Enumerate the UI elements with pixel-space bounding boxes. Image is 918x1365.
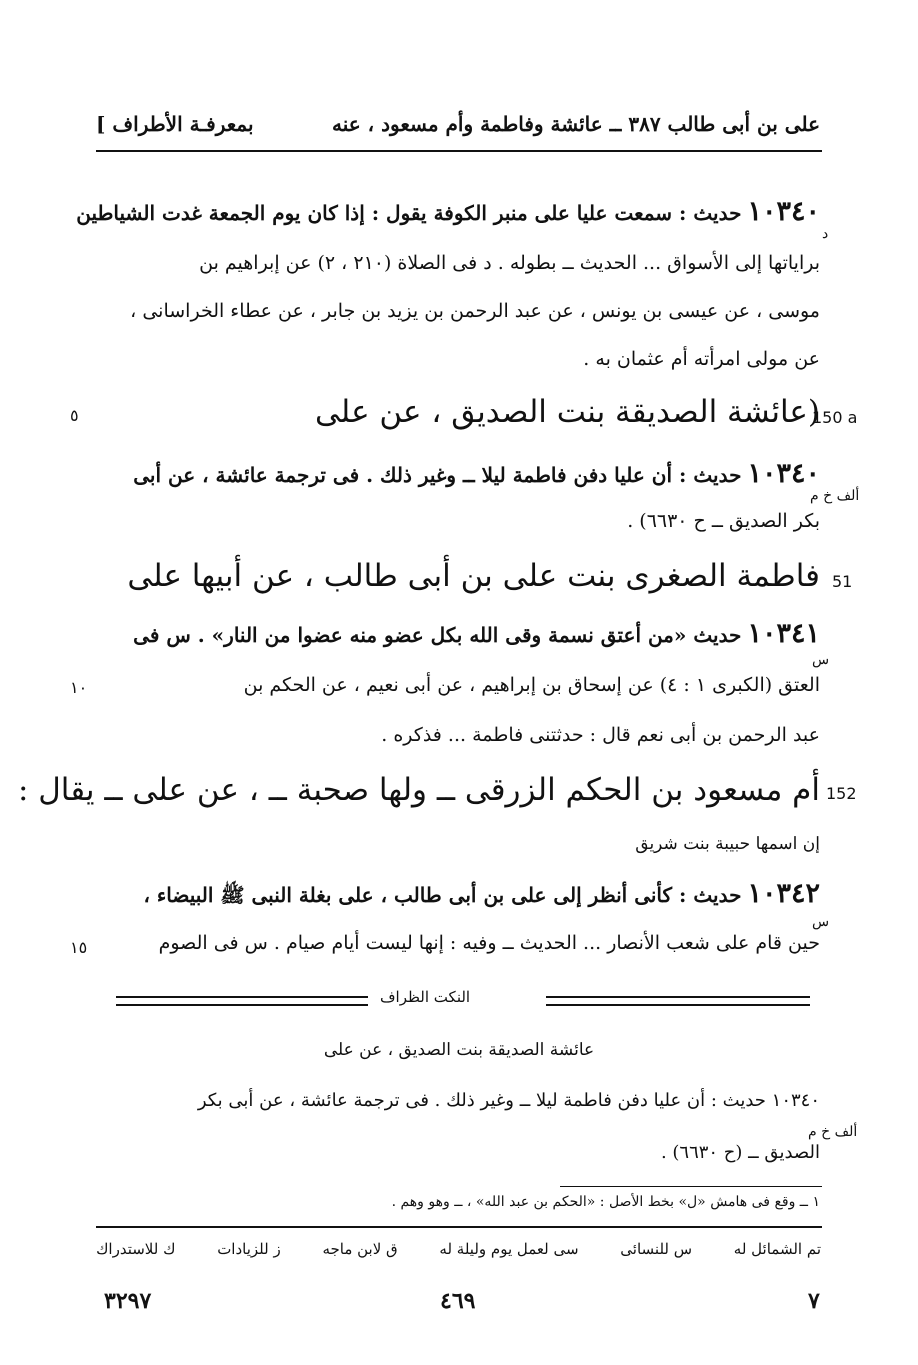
entry-10340-line-4: عن مولى امرأته أم عثمان به . <box>583 348 820 370</box>
entry-10342-line-1: ١٠٣٤٢ حديث : كأنى أنظر إلى على بن أبى طالب ، على بغلة النبى ﷺ البيضاء ، <box>143 878 820 909</box>
entry-10342-line-2: حين قام على شعب الأنصار ... الحديث ــ وفيه : إنها ليست أيام صيام . س فى الصوم <box>158 932 820 954</box>
legend-rule <box>96 1226 822 1228</box>
siglum: ألف خ م <box>808 1124 858 1140</box>
page-number-left: ٣٢٩٧ <box>104 1288 152 1314</box>
nukat-line-1: ١٠٣٤٠ حديث : أن عليا دفن فاطمة ليلا ــ وغير ذلك . فى ترجمة عائشة ، عن أبى بكر <box>197 1090 820 1111</box>
section-number: 152 <box>826 784 857 803</box>
entry-10340-line-2: براياتها إلى الأسواق ... الحديث ــ بطوله . د فى الصلاة (٢١٠ ، ٢) عن إبراهيم بن <box>199 252 820 274</box>
siglum: س <box>812 914 830 930</box>
line-marker: ٥ <box>70 406 79 425</box>
legend-item: ز للزيادات <box>217 1240 281 1258</box>
siglum: س <box>812 652 830 668</box>
legend-item: ك للاستدراك <box>96 1240 176 1258</box>
siglum: د <box>822 226 829 242</box>
page-number-right: ٧ <box>808 1288 820 1314</box>
section-heading-fatima: فاطمة الصغرى بنت على بن أبى طالب ، عن أبيها على <box>127 558 820 594</box>
legend-item: س للنسائى <box>620 1240 693 1258</box>
running-header-title: على بن أبى طالب ٣٨٧ ــ عائشة وفاطمة وأم مسعود ، عنه <box>332 112 820 136</box>
entry-10340-line-3: موسى ، عن عيسى بن يونس ، عن عبد الرحمن بن يزيد بن جابر ، عن عطاء الخراسانى ، <box>130 300 820 322</box>
footnote: ١ ــ وقع فى هامش «ل» بخط الأصل : «الحكم بن عبد الله» ، ــ وهو وهم . <box>391 1194 820 1210</box>
section-subheading: إن اسمها حبيبة بنت شريق <box>635 834 820 854</box>
footnote-rule <box>560 1186 822 1187</box>
line-marker: ١٥ <box>70 938 88 957</box>
section-number: 150 a <box>812 408 858 427</box>
siglum: ألف خ م <box>810 488 860 504</box>
entry-10341-line-2: العتق (الكبرى ١ : ٤) عن إسحاق بن إبراهيم ، عن أبى نعيم ، عن الحكم بن <box>243 674 820 696</box>
entry-10340-line-1: ١٠٣٤٠ حديث : سمعت عليا على منبر الكوفة يقول : إذا كان يوم الجمعة غدت الشياطين <box>76 196 820 227</box>
legend-item: سى لعمل يوم وليلة له <box>439 1240 579 1258</box>
legend-item: تم الشمائل له <box>733 1240 821 1258</box>
nukat-heading: عائشة الصديقة بنت الصديق ، عن على <box>323 1040 595 1060</box>
nukat-line-2: الصديق ــ (ح ٦٦٣٠) . <box>660 1142 820 1163</box>
divider-left <box>116 996 368 1006</box>
running-header-book: بمعرفـة الأطراف ] <box>96 112 254 136</box>
page-number-center: ٤٦٩ <box>440 1288 476 1314</box>
section-heading-umm-masud: أم مسعود بن الحكم الزرقى ــ ولها صحبة ــ ، عن على ــ يقال : <box>17 772 820 808</box>
entry-10340b-line-1: ١٠٣٤٠ حديث : أن عليا دفن فاطمة ليلا ــ وغير ذلك . فى ترجمة عائشة ، عن أبى <box>133 458 820 489</box>
nukat-divider-title: النكت الظراف <box>380 988 471 1006</box>
section-heading-aisha: (عائشة الصديقة بنت الصديق ، عن على <box>314 394 820 430</box>
entry-10341-line-1: ١٠٣٤١ حديث «من أعتق نسمة وقى الله بكل عضو منه عضوا من النار» . س فى <box>133 618 820 649</box>
hadith-number: ١٠٣٤٠ <box>747 196 820 227</box>
entry-10341-line-3: عبد الرحمن بن أبى نعم قال : حدثتنى فاطمة ... فذكره . <box>381 724 820 746</box>
divider-right <box>546 996 810 1006</box>
legend-item: ق لابن ماجه <box>322 1240 398 1258</box>
line-marker: ١٠ <box>70 678 88 697</box>
sigla-legend <box>96 1240 821 1258</box>
entry-10340b-line-2: بكر الصديق ــ ح ٦٦٣٠) . <box>627 510 820 532</box>
section-number: 51 <box>832 572 853 591</box>
header-rule <box>96 150 822 152</box>
